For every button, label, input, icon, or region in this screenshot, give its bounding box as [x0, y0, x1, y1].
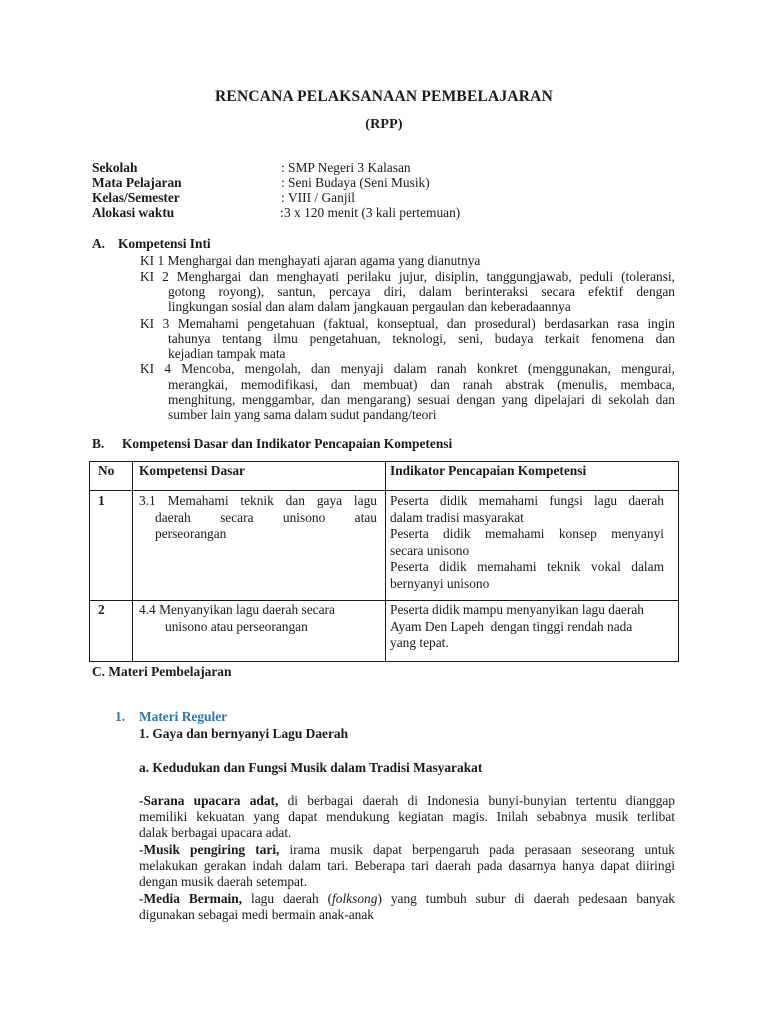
sub-heading-a: a. Kedudukan dan Fungsi Musik dalam Tradisi Masyarakat: [139, 760, 483, 775]
para-2-line-1: [139, 842, 675, 857]
row2-indicator: [386, 601, 679, 662]
ki3-line-1: KI 3 Memahami pengetahuan (faktual, konseptual, dan prosedural) berdasarkan rasa ingin: [140, 316, 675, 331]
table-row: [90, 601, 679, 662]
identity-label-class: Kelas/Semester: [92, 190, 180, 205]
para-2-line-2: melakukan gerakan indah dalam tari. Beberapa tari daerah pada dasarnya hanya dapat diiringi: [139, 858, 675, 873]
identity-label-school: Sekolah: [92, 160, 138, 175]
row2-kd-line-2: unisono atau perseorangan: [165, 618, 308, 634]
para-1-term: -Sarana upacara adat,: [139, 793, 279, 808]
para-2-term: -Musik pengiring tari,: [139, 842, 280, 857]
row1-kd: [133, 491, 386, 601]
row1-ind1-line-2: dalam tradisi masyarakat: [390, 509, 524, 525]
identity-sep-school: :: [281, 160, 285, 175]
para-3-line-1-b: ) yang tumbuh subur di daerah pedesaan banyak: [377, 891, 675, 906]
section-a-heading: Kompetensi Inti: [118, 236, 211, 251]
row2-kd-line-1: 4.4 Menyanyikan lagu daerah secara: [139, 602, 335, 617]
row2-ind-line-1: Peserta didik mampu menyanyikan lagu daerah: [390, 602, 644, 617]
row2-kd: [133, 601, 386, 662]
row1-ind2-line-1: Peserta didik memahami konsep menyanyi: [390, 526, 664, 541]
identity-sep-subject: :: [281, 175, 285, 190]
identity-value-school: SMP Negeri 3 Kalasan: [288, 160, 411, 175]
row1-ind2-line-2: secara unisono: [390, 542, 470, 558]
document-title: RENCANA PELAKSANAAN PEMBELAJARAN: [215, 88, 553, 105]
ki2-line-2: gotong royong), santun, percaya diri, dalam berinteraksi secara efektif dengan: [168, 284, 675, 299]
ki3-line-2: tahunya tentang ilmu pengetahuan, teknologi, seni, budaya terkait fenomena dan: [168, 331, 675, 346]
identity-value-subject: Seni Budaya (Seni Musik): [288, 175, 430, 190]
para-3-folksong: folksong: [332, 891, 378, 906]
table-row: [90, 491, 679, 601]
table-header-no: No: [90, 462, 133, 491]
section-b-heading: Kompetensi Dasar dan Indikator Pencapaian Kompetensi: [122, 436, 453, 451]
section-b-letter: B.: [92, 436, 105, 451]
para-3-line-2: digunakan sebagai medi bermain anak-anak: [139, 907, 374, 922]
document-subtitle: (RPP): [365, 117, 403, 132]
row1-ind1-line-1: Peserta didik memahami fungsi lagu daerah: [390, 493, 664, 508]
row1-indicators: [386, 491, 679, 601]
row1-ind3-line-1: Peserta didik memahami teknik vokal dalam: [390, 559, 664, 574]
section-c-heading: C. Materi Pembelajaran: [92, 664, 232, 679]
row1-kd-line-1: 3.1 Memahami teknik dan gaya lagu: [139, 493, 377, 508]
section-a-letter: A.: [92, 236, 106, 251]
para-3-term: -Media Bermain,: [139, 891, 243, 906]
ki4-line-4: sumber lain yang sama dalam sudut pandang/teori: [168, 407, 437, 422]
ki4-line-2: merangkai, memodifikasi, dan membuat) dan ranah abstrak (menulis, membaca,: [168, 377, 675, 392]
ki2-line-3: lingkungan sosial dan alam dalam jangkauan pergaulan dan keberadaannya: [168, 299, 571, 314]
identity-sep-class: :: [281, 190, 285, 205]
sub-heading-1: 1. Gaya dan bernyanyi Lagu Daerah: [139, 726, 349, 741]
ki1-text: KI 1 Menghargai dan menghayati ajaran agama yang dianutnya: [140, 253, 481, 268]
row2-ind-line-2: Ayam Den Lapeh dengan tinggi rendah nada: [390, 618, 633, 634]
row2-no: 2: [90, 601, 133, 662]
para-1-line-1: [139, 793, 675, 808]
para-1-line-1-rest: di berbagai daerah di Indonesia bunyi-bunyian tertentu dianggap: [278, 793, 676, 808]
item-1-number: 1.: [115, 709, 126, 724]
ki3-line-3: kejadian tampak mata: [168, 346, 286, 361]
para-3-line-1: [139, 891, 675, 906]
para-3-line-1-a: lagu daerah (: [242, 891, 333, 906]
identity-label-time: Alokasi waktu: [92, 205, 175, 220]
row2-ind-line-3: yang tepat.: [390, 635, 449, 650]
ki4-line-1: KI 4 Mencoba, mengolah, dan menyaji dalam ranah konkret (menggunakan, mengurai,: [140, 361, 675, 376]
row1-kd-line-2: daerah secara unisono atau: [155, 509, 377, 525]
identity-label-subject: Mata Pelajaran: [92, 175, 182, 190]
row1-kd-line-3: perseorangan: [155, 526, 227, 541]
table-header-kd: Kompetensi Dasar: [133, 462, 386, 491]
row1-no: 1: [90, 491, 133, 601]
para-1-line-2: memiliki kekuatan yang dapat mendukung kegiatan magis. Inilah sebabnya musik terlibat: [139, 809, 675, 824]
item-1-title: Materi Reguler: [139, 709, 228, 724]
ki2-line-1: KI 2 Menghargai dan menghayati perilaku jujur, disiplin, tanggungjawab, peduli (toleransi,: [140, 269, 675, 284]
para-2-line-1-rest: irama musik dapat berpengaruh pada perasaan seseorang untuk: [279, 842, 675, 857]
kd-table: [89, 461, 679, 662]
para-2-line-3: dengan musik daerah setempat.: [139, 874, 308, 889]
identity-value-class: VIII / Ganjil: [288, 190, 355, 205]
row1-ind3-line-2: bernyanyi unisono: [390, 575, 490, 591]
table-header-indicator: Indikator Pencapaian Kompetensi: [386, 462, 679, 491]
identity-value-time: 3 x 120 menit (3 kali pertemuan): [284, 205, 461, 220]
identity-sep-time: :: [280, 205, 284, 220]
para-1-line-3: dalak berbagai upacara adat.: [139, 825, 292, 840]
ki4-line-3: menghitung, menggambar, dan mengarang) sesuai dengan yang dipelajari di sekolah dan: [168, 392, 675, 407]
table-header-row: [90, 462, 679, 491]
